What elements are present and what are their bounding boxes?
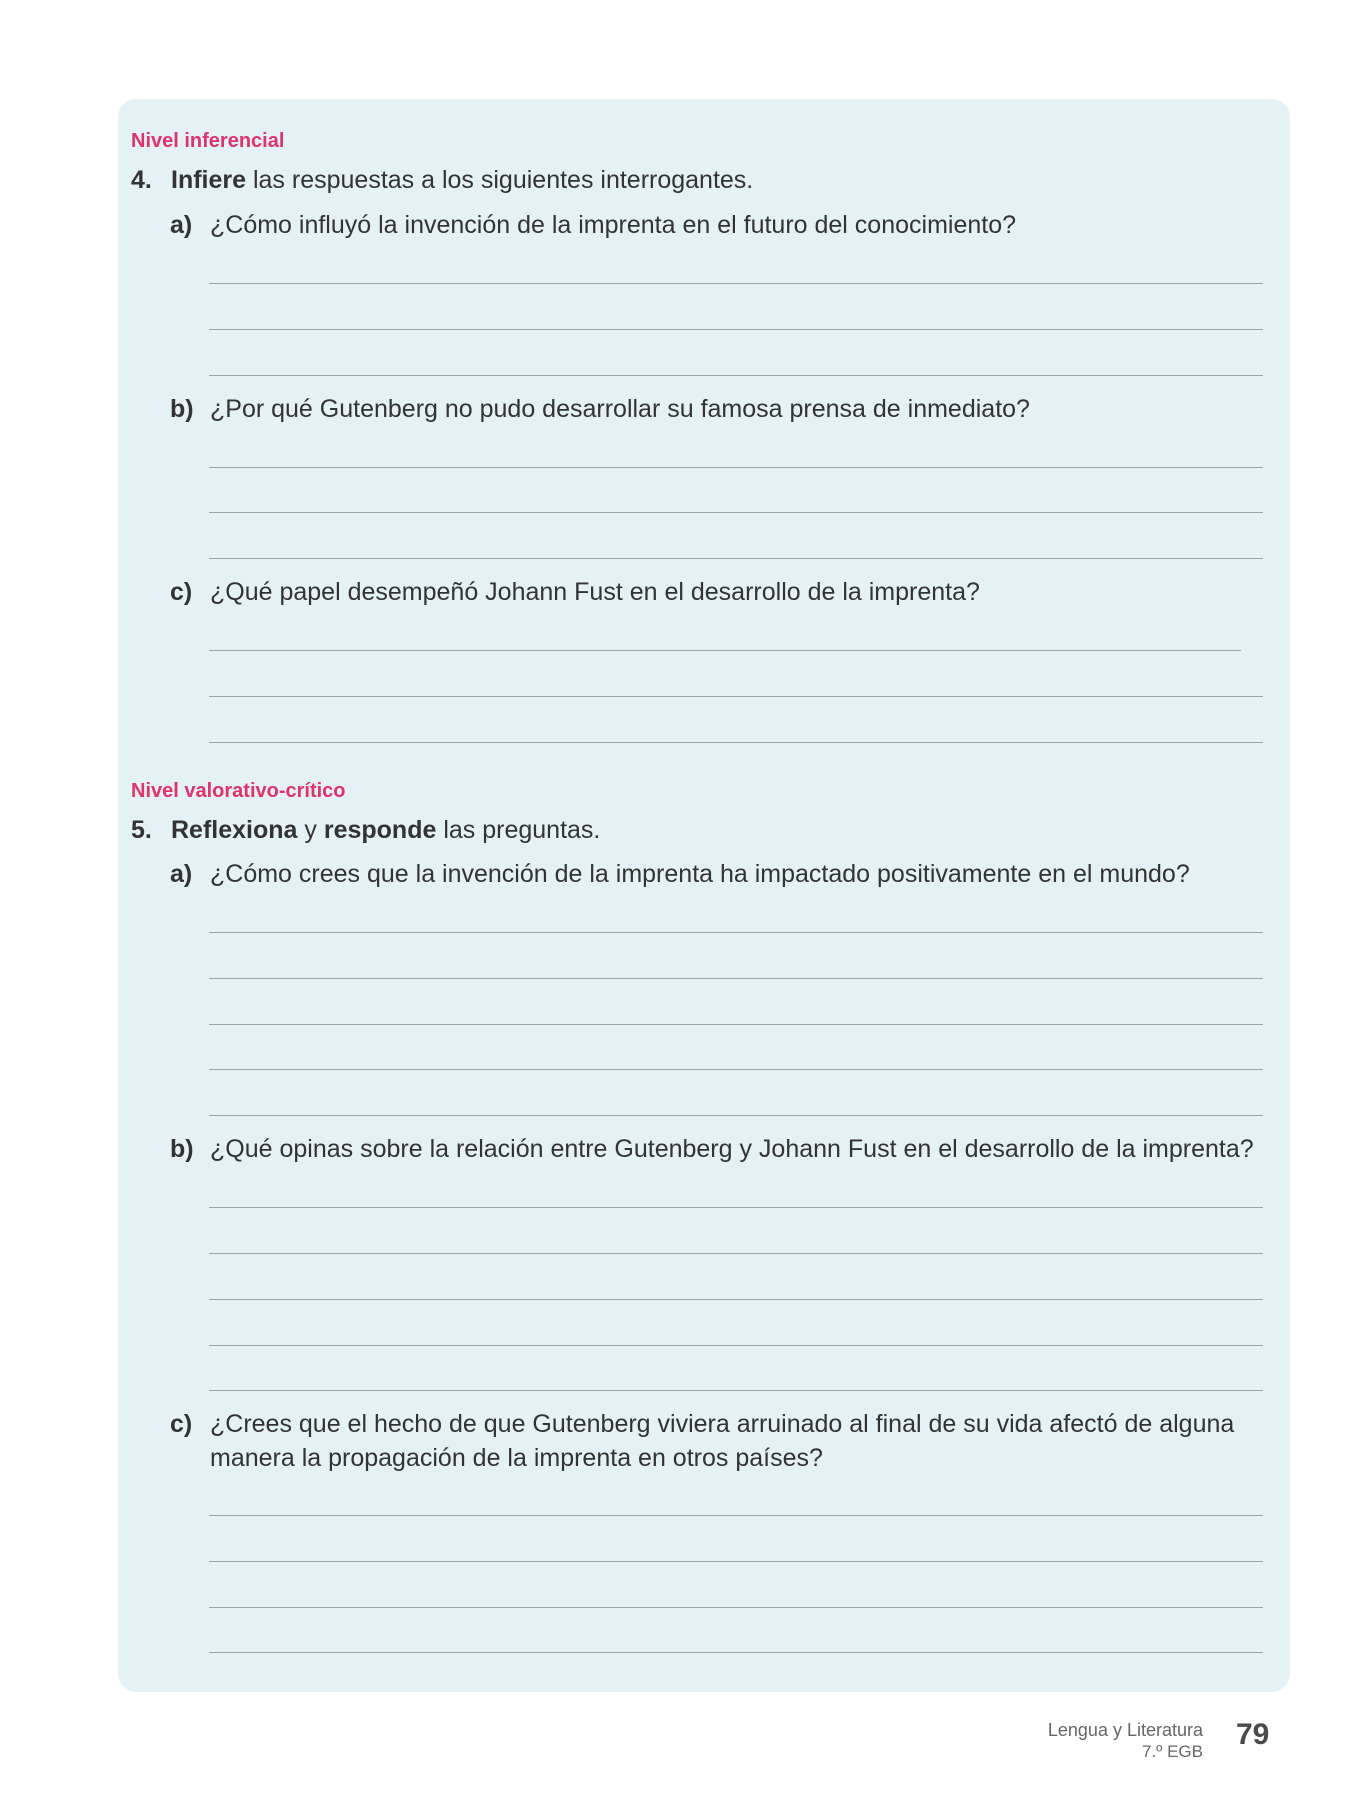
answer-line[interactable] bbox=[209, 696, 1263, 697]
instruction-verb: responde bbox=[323, 816, 437, 844]
answer-line[interactable] bbox=[209, 283, 1263, 284]
question-letter: c) bbox=[170, 1410, 193, 1438]
instruction-verb: Reflexiona bbox=[171, 816, 298, 844]
answer-line[interactable] bbox=[209, 512, 1263, 513]
answer-line[interactable] bbox=[209, 1561, 1263, 1562]
answer-line[interactable] bbox=[209, 932, 1263, 933]
question-text: ¿Por qué Gutenberg no pudo desarrollar su famosa prensa de inmediato? bbox=[210, 395, 1030, 423]
instruction-text: las preguntas. bbox=[436, 816, 601, 844]
instruction-4 bbox=[131, 166, 753, 195]
answer-line[interactable] bbox=[209, 1607, 1263, 1608]
question-text: ¿Crees que el hecho de que Gutenberg viviera arruinado al final de su vida afectó de alguna bbox=[210, 1410, 1235, 1438]
question-5c bbox=[170, 1410, 1234, 1439]
answer-line[interactable] bbox=[209, 1652, 1263, 1653]
question-text: ¿Qué opinas sobre la relación entre Gutenberg y Johann Fust en el desarrollo de la imprenta? bbox=[210, 1135, 1254, 1163]
question-text: ¿Cómo influyó la invención de la imprenta en el futuro del conocimiento? bbox=[210, 211, 1017, 239]
answer-line[interactable] bbox=[209, 375, 1263, 376]
question-letter: b) bbox=[170, 1135, 194, 1163]
answer-line[interactable] bbox=[209, 467, 1263, 468]
answer-line[interactable] bbox=[209, 329, 1263, 330]
answer-line[interactable] bbox=[209, 650, 1241, 651]
question-5a bbox=[170, 860, 1190, 889]
question-4b bbox=[170, 395, 1030, 424]
question-5c-continuation: manera la propagación de la imprenta en otros países? bbox=[210, 1444, 823, 1472]
question-4a bbox=[170, 211, 1016, 240]
answer-line[interactable] bbox=[209, 1390, 1263, 1391]
level-label-inferencial: Nivel inferencial bbox=[131, 130, 285, 152]
question-4c bbox=[170, 578, 980, 607]
footer-subject: Lengua y Literatura bbox=[1047, 1720, 1203, 1740]
question-letter: a) bbox=[170, 860, 193, 888]
instruction-text: y bbox=[297, 816, 324, 844]
answer-line[interactable] bbox=[209, 1115, 1263, 1116]
question-text: ¿Cómo crees que la invención de la imprenta ha impactado positivamente en el mundo? bbox=[210, 860, 1190, 888]
answer-line[interactable] bbox=[209, 1207, 1263, 1208]
instruction-text: las respuestas a los siguientes interrogantes. bbox=[246, 166, 754, 194]
question-text: ¿Qué papel desempeñó Johann Fust en el desarrollo de la imprenta? bbox=[210, 578, 980, 606]
answer-line[interactable] bbox=[209, 742, 1263, 743]
level-label-valorativo: Nivel valorativo-crítico bbox=[131, 780, 346, 802]
answer-line[interactable] bbox=[209, 1024, 1263, 1025]
answer-line[interactable] bbox=[209, 1299, 1263, 1300]
answer-line[interactable] bbox=[209, 1069, 1263, 1070]
item-number: 5. bbox=[131, 816, 152, 844]
item-number: 4. bbox=[131, 166, 152, 194]
answer-line[interactable] bbox=[209, 978, 1263, 979]
page-number: 79 bbox=[1236, 1718, 1270, 1751]
footer-grade: 7.º EGB bbox=[1141, 1742, 1203, 1761]
question-letter: c) bbox=[170, 578, 193, 606]
instruction-verb: Infiere bbox=[171, 166, 247, 194]
question-5b bbox=[170, 1135, 1254, 1164]
question-letter: b) bbox=[170, 395, 194, 423]
answer-line[interactable] bbox=[209, 1253, 1263, 1254]
question-letter: a) bbox=[170, 211, 193, 239]
answer-line[interactable] bbox=[209, 558, 1263, 559]
answer-line[interactable] bbox=[209, 1345, 1263, 1346]
instruction-5 bbox=[131, 816, 600, 845]
answer-line[interactable] bbox=[209, 1515, 1263, 1516]
